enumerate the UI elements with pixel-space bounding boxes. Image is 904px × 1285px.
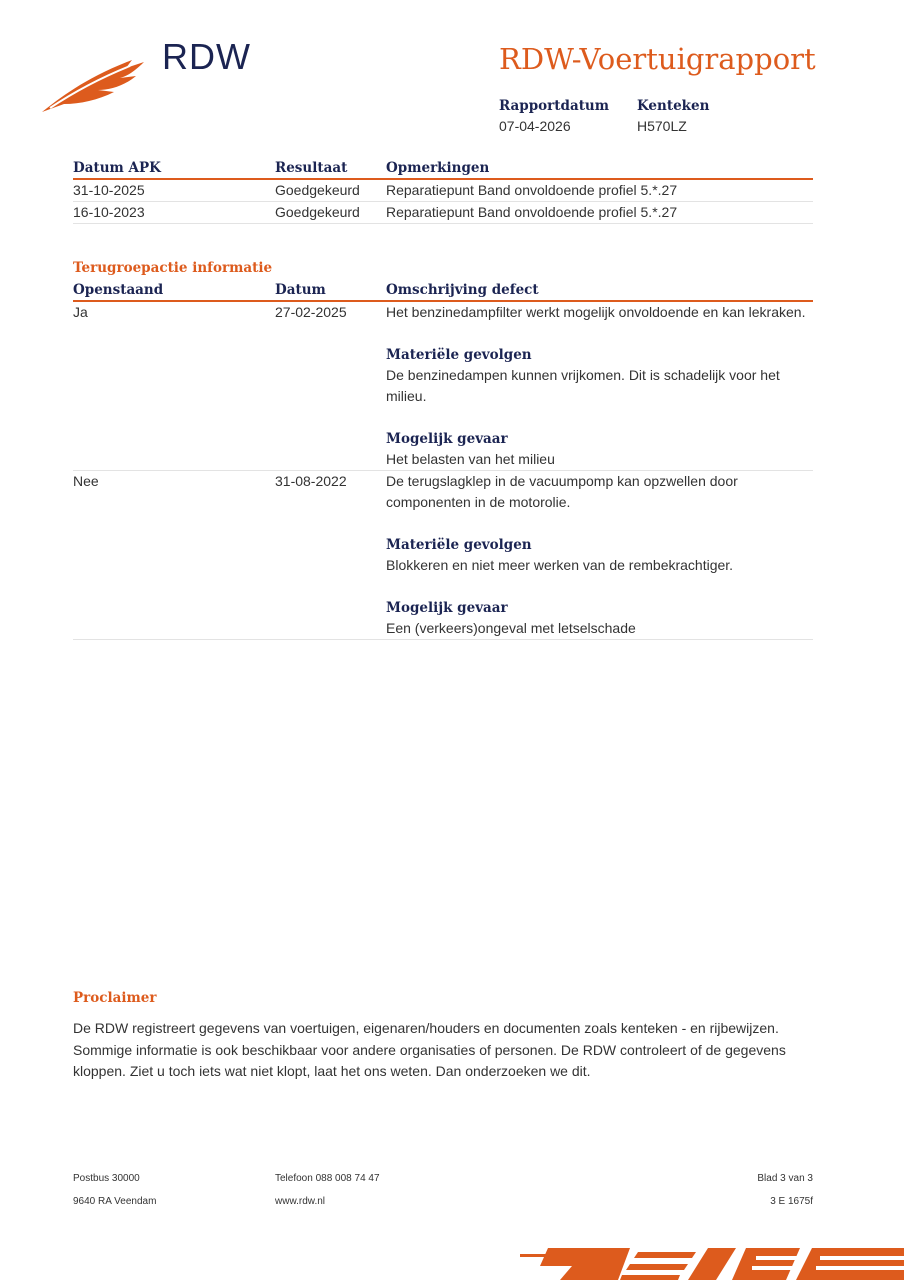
recall-section-title: Terugroepactie informatie (73, 260, 273, 276)
apk-table (73, 158, 813, 224)
footer-plaats: 9640 RA Veendam (73, 1196, 157, 1207)
proclaimer-text: De RDW registreert gegevens van voertuigen, eigenaren/houders en documenten zoals kenteken - en rijbewijzen. Sommige informatie is ook beschikbaar voor andere organisaties of personen. De RDW controleert of de gegevens kloppen. Ziet u toch iets wat niet klopt, laat het ons weten. Dan onderzoeken we dit. (73, 1020, 786, 1079)
column-header: Datum (275, 280, 386, 301)
mogelijk-gevaar-label: Mogelijk gevaar (386, 431, 508, 447)
apk-table-header (73, 158, 813, 179)
mogelijk-gevaar-text: Een (verkeers)ongeval met letselschade (386, 620, 636, 636)
recall-openstaand: Ja (73, 301, 275, 471)
rdw-logo-text: RDW (162, 36, 251, 77)
materiele-gevolgen-label: Materiële gevolgen (386, 347, 532, 363)
kenteken-value: H570LZ (637, 118, 687, 134)
column-header: Opmerkingen (386, 158, 813, 179)
table-row (73, 301, 813, 471)
defect-description: De terugslagklep in de vacuumpomp kan opzwellen door componenten in de motorolie. (386, 473, 738, 510)
footer-document-code: 3 E 1675f (770, 1196, 813, 1207)
apk-opmerkingen: Reparatiepunt Band onvoldoende profiel 5.*.27 (386, 202, 813, 224)
rdw-logo-icon (40, 56, 150, 121)
column-header: Openstaand (73, 280, 275, 301)
rapportdatum-value: 07-04-2026 (499, 118, 571, 134)
page-title: RDW-Voertuigrapport (499, 42, 816, 76)
mogelijk-gevaar-text: Het belasten van het milieu (386, 451, 555, 467)
kenteken-label: Kenteken (637, 98, 710, 114)
materiele-gevolgen-text: De benzinedampen kunnen vrijkomen. Dit is schadelijk voor het milieu. (386, 367, 780, 404)
apk-resultaat: Goedgekeurd (275, 202, 386, 224)
apk-datum: 31-10-2025 (73, 179, 275, 202)
apk-resultaat: Goedgekeurd (275, 179, 386, 202)
footer-postbus: Postbus 30000 (73, 1173, 140, 1184)
column-header: Omschrijving defect (386, 280, 813, 301)
materiele-gevolgen-label: Materiële gevolgen (386, 537, 532, 553)
recall-datum: 27-02-2025 (275, 301, 386, 471)
recall-datum: 31-08-2022 (275, 471, 386, 640)
recall-openstaand: Nee (73, 471, 275, 640)
footer-website: www.rdw.nl (275, 1196, 326, 1207)
recall-table-header (73, 280, 813, 301)
footer-page-number: Blad 3 van 3 (757, 1173, 813, 1184)
apk-opmerkingen: Reparatiepunt Band onvoldoende profiel 5.*.27 (386, 179, 813, 202)
table-row (73, 179, 813, 202)
defect-description: Het benzinedampfilter werkt mogelijk onvoldoende en kan lekraken. (386, 304, 806, 320)
apk-datum: 16-10-2023 (73, 202, 275, 224)
table-row (73, 471, 813, 640)
recall-omschrijving-cell (386, 301, 813, 471)
proclaimer-title: Proclaimer (73, 990, 157, 1006)
recall-table (73, 280, 813, 640)
rapportdatum-label: Rapportdatum (499, 98, 610, 114)
footer-telefoon: Telefoon 088 008 74 47 (275, 1173, 380, 1184)
recall-omschrijving-cell (386, 471, 813, 640)
column-header: Resultaat (275, 158, 386, 179)
table-row (73, 202, 813, 224)
column-header: Datum APK (73, 158, 275, 179)
mogelijk-gevaar-label: Mogelijk gevaar (386, 600, 508, 616)
footer-stripes-icon (520, 1244, 904, 1285)
materiele-gevolgen-text: Blokkeren en niet meer werken van de rembekrachtiger. (386, 557, 734, 573)
